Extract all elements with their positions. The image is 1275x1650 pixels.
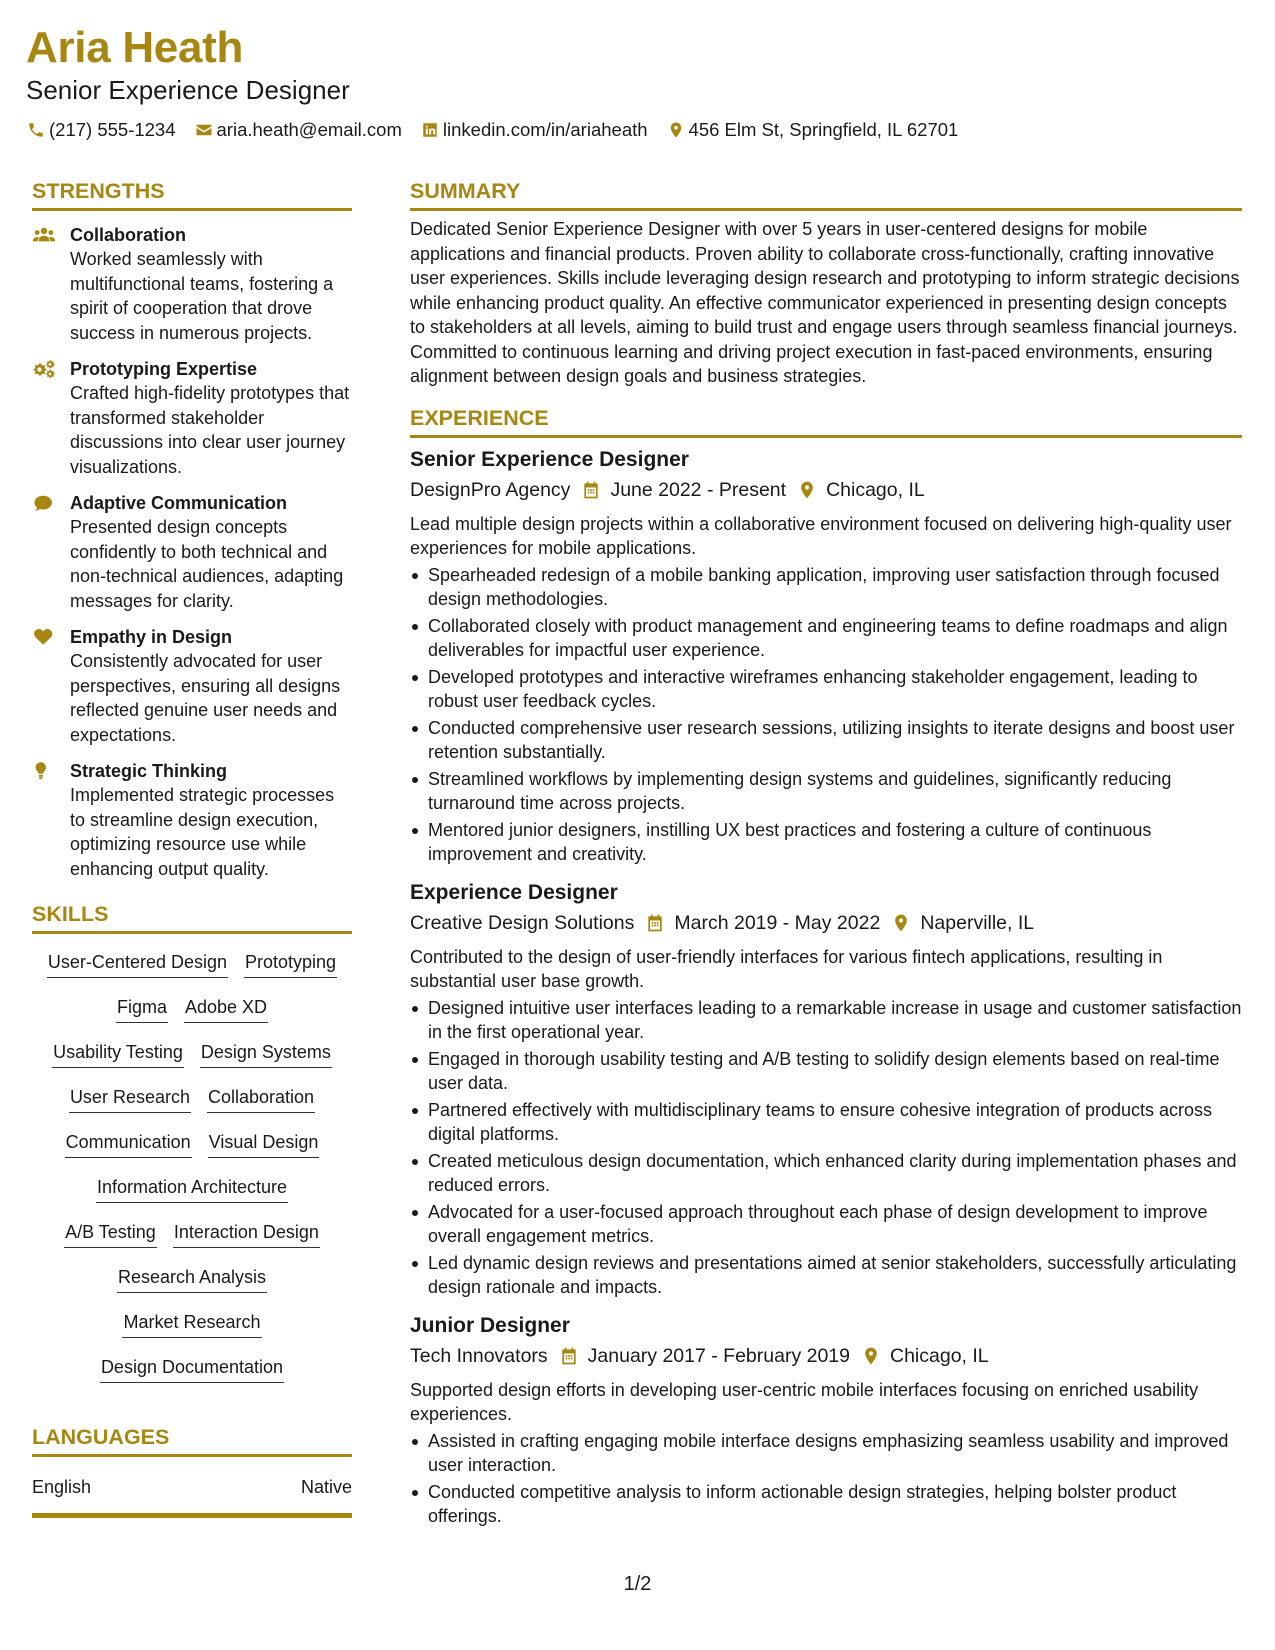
page-number: 1/2	[623, 1573, 652, 1595]
skill-tag: User-Centered Design	[47, 950, 228, 978]
job-location: Chicago, IL	[826, 478, 925, 501]
cogs-icon	[32, 357, 70, 479]
candidate-name: Aria Heath	[26, 23, 244, 72]
skill-tag: Market Research	[122, 1310, 261, 1338]
summary-heading: SUMMARY	[410, 178, 1242, 211]
map-marker-icon	[890, 912, 912, 934]
skills-row	[32, 1034, 352, 1079]
job-location: Naperville, IL	[920, 911, 1035, 934]
job-bullet: Led dynamic design reviews and presentations aimed at senior stakeholders, successfully articulating design rationale and impacts.	[410, 1251, 1242, 1300]
job-dates: June 2022 - Present	[610, 478, 787, 501]
calendar-icon	[558, 1345, 580, 1367]
contact-email[interactable]	[194, 118, 402, 142]
job-title: Junior Designer	[410, 1313, 570, 1337]
map-marker-icon	[666, 120, 686, 140]
skill-tag: Interaction Design	[173, 1220, 320, 1248]
contact-phone	[26, 118, 176, 142]
contact-address	[666, 118, 959, 142]
strength-item	[32, 223, 352, 345]
skills-row	[32, 1349, 352, 1394]
contact-phone-text: (217) 555-1234	[49, 119, 176, 140]
heart-icon	[32, 625, 70, 747]
job-bullet: Conducted competitive analysis to inform actionable design strategies, helping bolster product offerings.	[410, 1480, 1242, 1529]
job-bullet: Streamlined workflows by implementing design systems and guidelines, significantly reducing turnaround time across projects.	[410, 767, 1242, 816]
job-bullet: Collaborated closely with product management and engineering teams to define roadmaps and align deliverables for impactful user experience.	[410, 614, 1242, 663]
skills-row	[32, 1079, 352, 1124]
candidate-role: Senior Experience Designer	[26, 75, 350, 105]
strength-title: Strategic Thinking	[70, 761, 228, 781]
job-bullet: Engaged in thorough usability testing and A/B testing to solidify design elements based on real-time user data.	[410, 1047, 1242, 1096]
envelope-icon	[194, 120, 214, 140]
job-company: Creative Design Solutions	[410, 911, 635, 934]
strength-title: Empathy in Design	[70, 627, 233, 647]
languages-heading: LANGUAGES	[32, 1424, 352, 1457]
job-company: DesignPro Agency	[410, 478, 571, 501]
job-bullets	[410, 1429, 1242, 1529]
skills-row	[32, 1124, 352, 1169]
skills-row	[32, 944, 352, 989]
job-dates: March 2019 - May 2022	[674, 911, 881, 934]
skill-tag: Communication	[65, 1130, 192, 1158]
skills-heading: SKILLS	[32, 901, 352, 934]
skill-tag: Collaboration	[207, 1085, 315, 1113]
job-bullet: Conducted comprehensive user research sessions, utilizing insights to iterate designs and boost user retention substantially.	[410, 716, 1242, 765]
job-meta	[410, 476, 1242, 504]
contact-linkedin[interactable]	[420, 118, 648, 142]
language-name: English	[32, 1477, 92, 1497]
contact-email-text: aria.heath@email.com	[216, 119, 402, 140]
comment-icon	[32, 491, 70, 613]
skill-tag: Figma	[116, 995, 168, 1023]
strength-description: Presented design concepts confidently to both technical and non-technical audiences, adapting messages for clarity.	[70, 517, 344, 611]
strength-description: Crafted high-fidelity prototypes that transformed stakeholder discussions into clear user journey visualizations.	[70, 383, 350, 477]
strength-item	[32, 491, 352, 613]
job-location: Chicago, IL	[890, 1344, 989, 1367]
skill-tag: Design Documentation	[100, 1355, 284, 1383]
strength-title: Prototyping Expertise	[70, 359, 258, 379]
skill-tag: A/B Testing	[64, 1220, 157, 1248]
job-meta	[410, 909, 1242, 937]
job-title: Senior Experience Designer	[410, 447, 689, 471]
job-entry	[410, 879, 1242, 1300]
strength-item	[32, 357, 352, 479]
skill-tag: User Research	[69, 1085, 191, 1113]
job-bullet: Created meticulous design documentation, which enhanced clarity during implementation phases and reduced errors.	[410, 1149, 1242, 1198]
skill-tag: Prototyping	[244, 950, 337, 978]
skills-row	[32, 989, 352, 1034]
job-entry	[410, 1312, 1242, 1529]
skills-row	[32, 1259, 352, 1304]
skills-row	[32, 1169, 352, 1214]
skill-tag: Visual Design	[208, 1130, 320, 1158]
skill-tag: Design Systems	[200, 1040, 332, 1068]
contact-bar	[26, 118, 1226, 142]
contact-address-text: 456 Elm St, Springfield, IL 62701	[688, 119, 959, 140]
strength-title: Collaboration	[70, 225, 186, 245]
skill-tag: Research Analysis	[117, 1265, 267, 1293]
job-bullet: Advocated for a user-focused approach throughout each phase of design development to improve overall engagement metrics.	[410, 1200, 1242, 1249]
right-column	[410, 178, 1242, 1529]
experience-heading: EXPERIENCE	[410, 405, 1242, 438]
calendar-icon	[644, 912, 666, 934]
job-bullet: Spearheaded redesign of a mobile banking application, improving user satisfaction through focused design methodologies.	[410, 563, 1242, 612]
strength-item	[32, 625, 352, 747]
skill-tag: Information Architecture	[96, 1175, 288, 1203]
phone-icon	[26, 120, 46, 140]
job-company: Tech Innovators	[410, 1344, 548, 1367]
job-description: Supported design efforts in developing user-centric mobile interfaces focusing on enriched usability experiences.	[410, 1379, 1199, 1424]
strength-title: Adaptive Communication	[70, 493, 288, 513]
job-entry	[410, 446, 1242, 867]
strength-item	[32, 759, 352, 881]
strengths-heading: STRENGTHS	[32, 178, 352, 211]
job-dates: January 2017 - February 2019	[587, 1344, 850, 1367]
job-bullet: Partnered effectively with multidisciplinary teams to ensure cohesive integration of products across digital platforms.	[410, 1098, 1242, 1147]
strength-description: Worked seamlessly with multifunctional teams, fostering a spirit of cooperation that drove success in numerous projects.	[70, 249, 334, 343]
summary-text: Dedicated Senior Experience Designer with over 5 years in user-centered designs for mobile applications and financial products. Proven ability to collaborate cross-functionally, crafting innovative user experiences. Skills include leveraging design research and prototyping to inform strategic decisions while enhancing product quality. An effective communicator experienced in presenting design concepts to stakeholders at all levels, aiming to build trust and engage users through seamless financial journeys. Committed to continuous learning and driving project execution in fast-paced environments, ensuring alignment between design goals and business strategies.	[410, 219, 1240, 386]
map-marker-icon	[796, 479, 818, 501]
skills-row	[32, 1214, 352, 1259]
strength-description: Consistently advocated for user perspectives, ensuring all designs reflected genuine user needs and expectations.	[70, 651, 341, 745]
job-description: Lead multiple design projects within a collaborative environment focused on delivering high-quality user experiences for mobile applications.	[410, 513, 1232, 558]
map-marker-icon	[860, 1345, 882, 1367]
job-bullet: Assisted in crafting engaging mobile interface designs emphasizing seamless usability and improved user interaction.	[410, 1429, 1242, 1478]
job-meta	[410, 1342, 1242, 1370]
job-bullet: Developed prototypes and interactive wireframes enhancing stakeholder engagement, leading to robust user feedback cycles.	[410, 665, 1242, 714]
resume-header	[26, 22, 1226, 142]
language-item	[32, 1475, 352, 1518]
skill-tag: Adobe XD	[184, 995, 268, 1023]
contact-linkedin-text: linkedin.com/in/ariaheath	[442, 119, 648, 140]
strength-description: Implemented strategic processes to streamline design execution, optimizing resource use while enhancing output quality.	[70, 785, 335, 879]
job-bullets	[410, 563, 1242, 867]
linkedin-icon	[420, 120, 440, 140]
skills-list	[32, 944, 352, 1394]
skills-row	[32, 1304, 352, 1349]
left-column	[32, 178, 352, 1518]
job-title: Experience Designer	[410, 880, 618, 904]
users-icon	[32, 223, 70, 345]
job-bullet: Designed intuitive user interfaces leading to a remarkable increase in usage and customer satisfaction in the first operational year.	[410, 996, 1242, 1045]
lightbulb-icon	[32, 759, 70, 881]
job-bullets	[410, 996, 1242, 1300]
calendar-icon	[580, 479, 602, 501]
skill-tag: Usability Testing	[52, 1040, 184, 1068]
job-description: Contributed to the design of user-friendly interfaces for various fintech applications, resulting in substantial user base growth.	[410, 946, 1163, 991]
language-level: Native	[300, 1477, 352, 1497]
job-bullet: Mentored junior designers, instilling UX best practices and fostering a culture of continuous improvement and creativity.	[410, 818, 1242, 867]
